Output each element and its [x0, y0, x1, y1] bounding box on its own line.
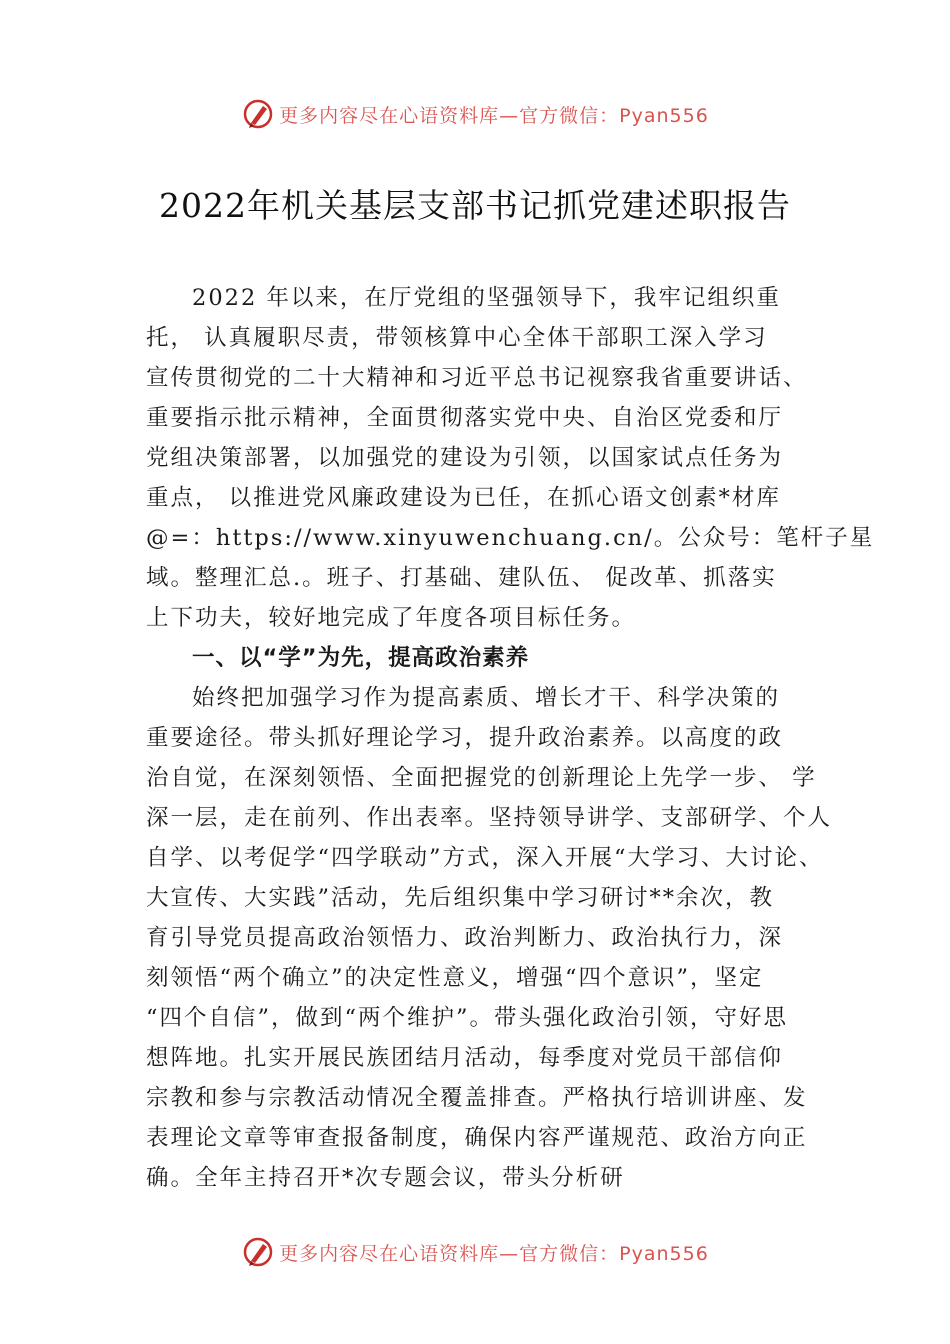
body-line: 2022 年以来，在厅党组的坚强领导下，我牢记组织重: [192, 285, 781, 311]
pen-logo-icon: [241, 97, 275, 131]
body-line: 宗教和参与宗教活动情况全覆盖排查。严格执行培训讲座、发: [146, 1085, 808, 1111]
body-line: 确。全年主持召开*次专题会议，带头分析研: [146, 1165, 625, 1191]
body-line: 始终把加强学习作为提高素质、增长才干、科学决策的: [192, 685, 781, 711]
body-line: 托， 认真履职尽责，带领核算中心全体干部职工深入学习: [146, 325, 768, 351]
body-line: 重要指示批示精神，全面贯彻落实党中央、自治区党委和厅: [146, 405, 784, 431]
body-line: 表理论文章等审查报备制度，确保内容严谨规范、政治方向正: [146, 1125, 808, 1151]
body-line: 域。整理汇总.。班子、打基础、建队伍、 促改革、抓落实: [146, 565, 777, 591]
body-line: “四个自信”，做到“两个维护”。带头强化政治引领，守好思: [146, 1005, 789, 1031]
body-line: 深一层，走在前列、作出表率。坚持领导讲学、支部研学、个人: [146, 805, 833, 831]
body-line: @=：https://www.xinyuwenchuang.cn/。公众号：笔杆子星: [146, 525, 875, 551]
watermark-text: 更多内容尽在心语资料库—官方微信：Pyan556: [279, 1242, 709, 1265]
section-heading: 一、以“学”为先，提高政治素养: [192, 645, 530, 671]
body-line: 大宣传、大实践”活动，先后组织集中学习研讨**余次，教: [146, 885, 775, 911]
body-line: 治自觉，在深刻领悟、全面把握党的创新理论上先学一步、 学: [146, 765, 817, 791]
body-line: 育引导党员提高政治领悟力、政治判断力、政治执行力，深: [146, 925, 784, 951]
document-body: [146, 278, 875, 1198]
header-watermark-banner: [0, 94, 950, 134]
watermark-text: 更多内容尽在心语资料库—官方微信：Pyan556: [279, 104, 709, 127]
body-line: 上下功夫，较好地完成了年度各项目标任务。: [146, 605, 637, 631]
body-line: 自学、以考促学“四学联动”方式，深入开展“大学习、大讨论、: [146, 845, 824, 871]
footer-watermark-banner: [0, 1232, 950, 1272]
body-line: 刻领悟“两个确立”的决定性意义，增强“四个意识”，坚定: [146, 965, 764, 991]
body-line: 宣传贯彻党的二十大精神和习近平总书记视察我省重要讲话、: [146, 365, 808, 391]
body-line: 想阵地。扎实开展民族团结月活动，每季度对党员干部信仰: [146, 1045, 784, 1071]
body-line: 重点， 以推进党风廉政建设为已任，在抓心语文创素*材库: [146, 485, 781, 511]
body-line: 重要途径。带头抓好理论学习，提升政治素养。以高度的政: [146, 725, 784, 751]
body-line: 党组决策部署，以加强党的建设为引领，以国家试点任务为: [146, 445, 784, 471]
document-title: 2022年机关基层支部书记抓党建述职报告: [159, 186, 791, 225]
pen-logo-icon: [241, 1235, 275, 1269]
